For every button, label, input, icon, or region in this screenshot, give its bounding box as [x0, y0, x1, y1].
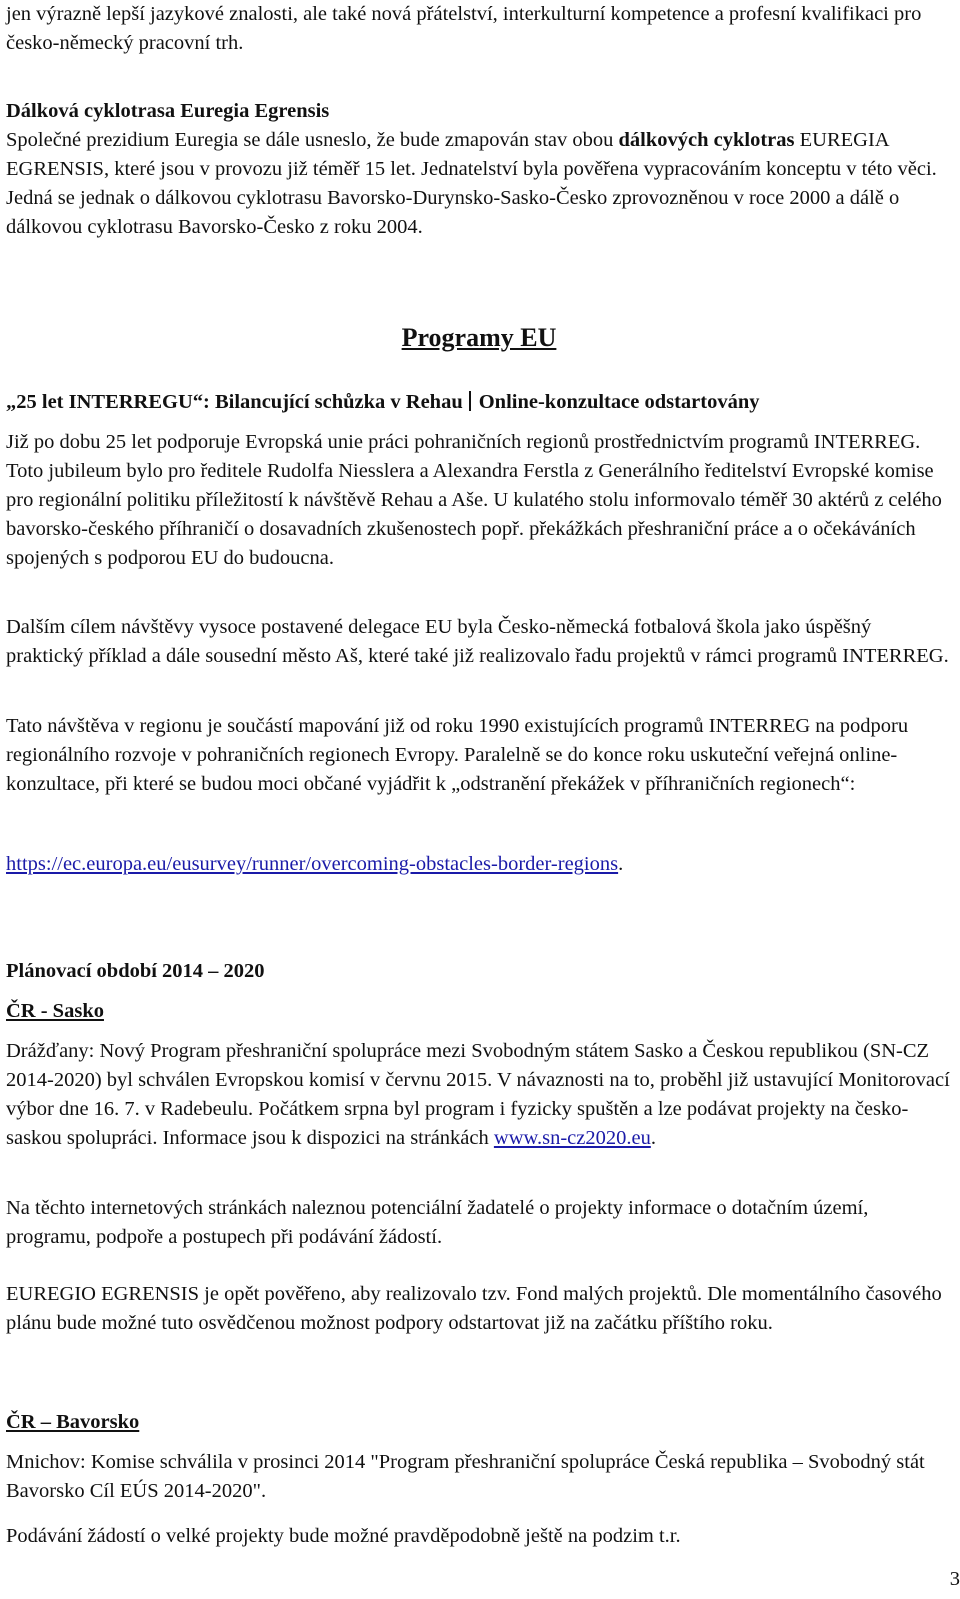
bavorsko-para1: Mnichov: Komise schválila v prosinci 2014 "Program přeshraniční spolupráce Česká republika – Svobodný stát Bavorsko Cíl EÚS 2014-2020". [6, 1451, 925, 1502]
cyklotrasa-section [6, 97, 952, 242]
heading-separator [469, 391, 471, 411]
intro-text: jen výrazně lepší jazykové znalosti, ale také nová přátelství, interkulturní kompetence a profesní kvalifikaci pro česko-německý pracovní trh. [6, 3, 922, 54]
interreg-paragraph-2 [6, 613, 952, 671]
cyklotrasa-heading: Dálková cyklotrasa Euregia Egrensis [6, 100, 330, 122]
sasko-paragraph-2 [6, 1194, 952, 1252]
sasko-para1-text: Drážďany: Nový Program přeshraniční spolupráce mezi Svobodným státem Sasko a Českou republikou (SN-CZ 2014-2020) byl schválen Evropskou komisí v červnu 2015. V návaznosti na to, proběhl již ustavující Monitorovací výbor dne 16. 7. v Radebeulu. Počátkem srpna byl program i fyzicky spuštěn a lze podávat projekty na česko-saskou spolupráci. Informace jsou k dispozici na stránkách [6, 1040, 950, 1149]
bavorsko-heading-text: ČR – Bavorsko [6, 1411, 140, 1433]
interreg-heading-a: „25 let INTERREGU“: Bilancující schůzka v Rehau [6, 391, 463, 413]
cyklotrasa-text-bold: dálkových cyklotras [618, 129, 795, 151]
sn-cz2020-link[interactable]: www.sn-cz2020.eu [493, 1127, 651, 1149]
sasko-para1-suffix: . [650, 1127, 656, 1149]
planovaci-heading [6, 957, 952, 986]
cyklotrasa-paragraph [6, 126, 952, 242]
intro-paragraph [6, 0, 952, 58]
interreg-heading-b: Online-konzultace odstartovány [478, 391, 760, 413]
bavorsko-para2: Podávání žádostí o velké projekty bude možné pravděpodobně ještě na podzim t.r. [6, 1525, 681, 1547]
interreg-para1: Již po dobu 25 let podporuje Evropská unie práci pohraničních regionů prostřednictvím programů INTERREG. Toto jubileum bylo pro ředitele Rudolfa Niesslera a Alexandra Ferstla z Generálního ředitelství Evropské komise pro regionální politiku příležitostí k návštěvě Rehau a Aše. U kulatého stolu informovalo téměř 30 aktérů z celého bavorsko-českého příhraničí o dosavadních zkušenostech popř. překážkách přeshraniční práce a o očekáváních spojených s podporou EU do budoucna. [6, 431, 942, 569]
sasko-para2: Na těchto internetových stránkách naleznou potenciální žadatelé o projekty informace o dotačním území, programu, podpoře a postupech při podávání žádostí. [6, 1197, 869, 1248]
cyklotrasa-text-b: EUREGIA EGRENSIS, které jsou v provozu již téměř 15 let. Jednatelství byla pověřena vypracováním konceptu v této věci. Jedná se jednak o dálkovou cyklotrasu Bavorsko-Durynsko-Sasko-Česko zprovozněnou v roce 2000 a dálě o dálkovou cyklotrasu Bavorsko-Česko z roku 2004. [6, 129, 937, 238]
interreg-para2: Dalším cílem návštěvy vysoce postavené delegace EU byla Česko-německá fotbalová škola jako úspěšný praktický příklad a dále sousední město Aš, které také již realizovalo řadu projektů v rámci programů INTERREG. [6, 616, 949, 667]
section-title: Programy EU [401, 323, 557, 352]
bavorsko-paragraph-1 [6, 1448, 952, 1506]
sasko-paragraph-1 [6, 1037, 952, 1153]
sasko-para3: EUREGIO EGRENSIS je opět pověřeno, aby realizovalo tzv. Fond malých projektů. Dle momentálního časového plánu bude možné tuto osvědčenou možnost podpory odstartovat již na začátku příštího roku. [6, 1283, 942, 1334]
cyklotrasa-text-a: Společné prezidium Euregia se dále usneslo, že bude zmapován stav obou [6, 129, 619, 151]
interreg-heading [6, 388, 952, 417]
link-suffix: . [618, 853, 624, 875]
page-number: 3 [949, 1568, 960, 1590]
interreg-link-line [6, 850, 952, 879]
interreg-paragraph-1 [6, 428, 952, 573]
interreg-para3: Tato návštěva v regionu je součástí mapování již od roku 1990 existujících programů INTERREG na podporu regionálního rozvoje v pohraničních regionech Evropy. Paralelně se do konce roku uskuteční veřejná online-konzultace, při které se budou moci občané vyjádřit k „odstranění překážek v příhraničních regionech“: [6, 715, 909, 795]
planovaci-heading-text: Plánovací období 2014 – 2020 [6, 960, 265, 982]
interreg-paragraph-3 [6, 712, 952, 799]
bavorsko-heading [6, 1408, 952, 1437]
eusurvey-link[interactable]: https://ec.europa.eu/eusurvey/runner/overcoming-obstacles-border-regions [6, 853, 619, 875]
sasko-heading [6, 997, 952, 1026]
sasko-heading-text: ČR - Sasko [6, 1000, 104, 1022]
sasko-paragraph-3 [6, 1280, 952, 1338]
bavorsko-paragraph-2 [6, 1522, 952, 1551]
